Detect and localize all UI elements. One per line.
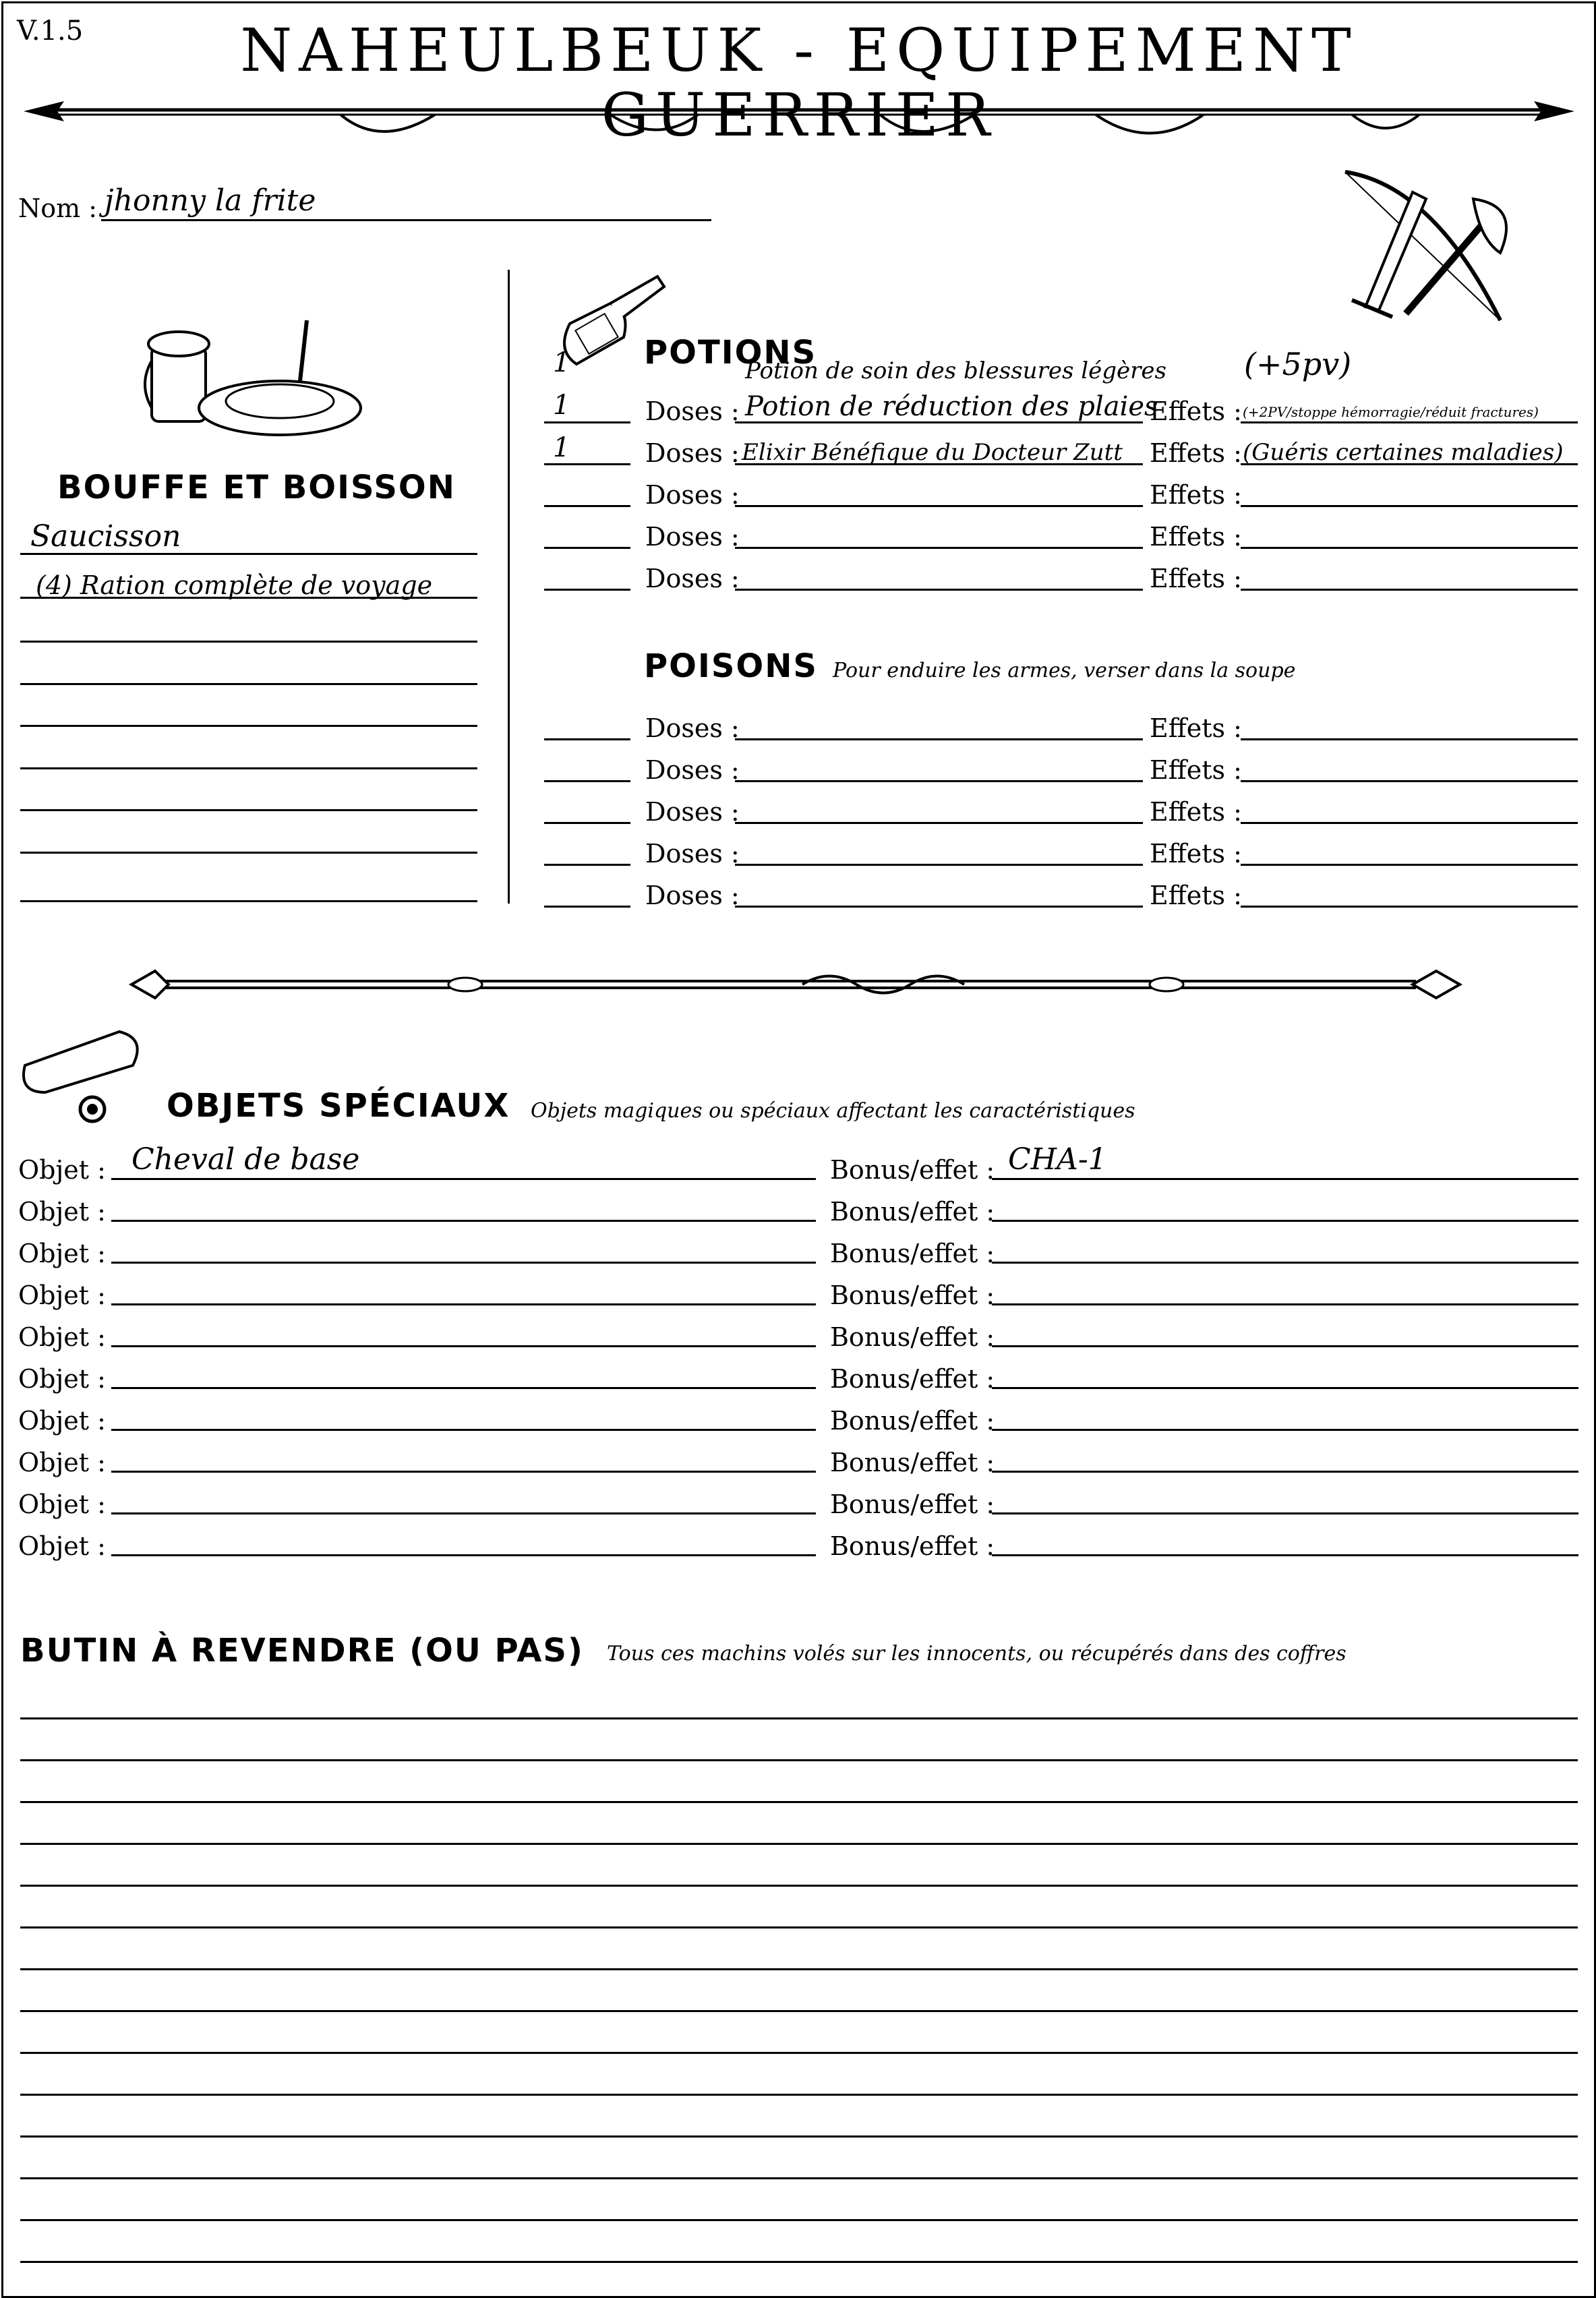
- bonus-value[interactable]: CHA-1: [1008, 1142, 1107, 1177]
- loot-line: [20, 1926, 1578, 1928]
- potion-effect-line: [1241, 463, 1578, 465]
- potion-qty[interactable]: 1: [553, 347, 570, 378]
- effects-label: Effets :: [1150, 438, 1242, 468]
- scroll-ring-icon: [18, 1025, 160, 1126]
- effects-label: Effets :: [1150, 755, 1242, 785]
- poison-name-line: [735, 906, 1143, 908]
- object-label: Objet :: [18, 1197, 106, 1227]
- potion-qty-line: [544, 463, 630, 465]
- doses-label: Doses :: [645, 713, 740, 743]
- bonus-line: [992, 1220, 1578, 1222]
- bonus-label: Bonus/effet :: [830, 1322, 995, 1352]
- poison-effect-line: [1241, 822, 1578, 824]
- loot-line: [20, 1717, 1578, 1719]
- object-label: Objet :: [18, 1364, 106, 1394]
- loot-subtitle: Tous ces machins volés sur les innocents, ou récupérés dans des coffres: [607, 1642, 1347, 1666]
- effects-label: Effets :: [1150, 839, 1242, 868]
- loot-line: [20, 2177, 1578, 2179]
- potion-qty-line: [544, 547, 630, 549]
- food-item-1[interactable]: Saucisson: [30, 519, 181, 554]
- object-line: [111, 1554, 816, 1556]
- loot-line: [20, 2010, 1578, 2012]
- potion-name[interactable]: Elixir Bénéfique du Docteur Zutt: [742, 439, 1123, 466]
- food-line: [20, 852, 477, 854]
- bonus-label: Bonus/effet :: [830, 1406, 995, 1436]
- effects-label: Effets :: [1150, 713, 1242, 743]
- object-label: Objet :: [18, 1239, 106, 1268]
- poison-qty-line: [544, 738, 630, 740]
- effects-label: Effets :: [1150, 564, 1242, 593]
- effects-label: Effets :: [1150, 396, 1242, 426]
- poison-qty-line: [544, 822, 630, 824]
- poison-qty-line: [544, 780, 630, 782]
- potion-name-line: [735, 589, 1143, 591]
- doses-label: Doses :: [645, 396, 740, 426]
- bonus-label: Bonus/effet :: [830, 1197, 995, 1227]
- bonus-line: [992, 1429, 1578, 1431]
- loot-line: [20, 1801, 1578, 1803]
- object-label: Objet :: [18, 1531, 106, 1561]
- food-line: [20, 597, 477, 599]
- version-label: V.1.5: [17, 16, 84, 47]
- doses-label: Doses :: [645, 522, 740, 552]
- poison-qty-line: [544, 864, 630, 866]
- food-line: [20, 900, 477, 902]
- poisons-title: POISONS: [644, 647, 818, 685]
- bonus-label: Bonus/effet :: [830, 1280, 995, 1310]
- poison-effect-line: [1241, 780, 1578, 782]
- potion-name-line: [735, 505, 1143, 507]
- poison-effect-line: [1241, 864, 1578, 866]
- object-label: Objet :: [18, 1280, 106, 1310]
- doses-label: Doses :: [645, 480, 740, 510]
- poisons-subtitle: Pour enduire les armes, verser dans la soupe: [833, 659, 1296, 682]
- potion-name-line: [735, 547, 1143, 549]
- bonus-label: Bonus/effet :: [830, 1239, 995, 1268]
- poison-name-line: [735, 822, 1143, 824]
- effects-label: Effets :: [1150, 881, 1242, 910]
- bonus-line: [992, 1554, 1578, 1556]
- potion-name-line: [735, 463, 1143, 465]
- food-line: [20, 767, 477, 769]
- doses-label: Doses :: [645, 564, 740, 593]
- food-line: [20, 809, 477, 811]
- bonus-label: Bonus/effet :: [830, 1155, 995, 1185]
- bonus-line: [992, 1303, 1578, 1305]
- poison-effect-line: [1241, 906, 1578, 908]
- potion-effect[interactable]: (+2PV/stoppe hémorragie/réduit fractures): [1243, 404, 1539, 420]
- object-line: [111, 1471, 816, 1473]
- object-line: [111, 1345, 816, 1347]
- object-line: [111, 1262, 816, 1264]
- bonus-label: Bonus/effet :: [830, 1448, 995, 1477]
- doses-label: Doses :: [645, 438, 740, 468]
- potion-effect[interactable]: (+5pv): [1244, 346, 1352, 382]
- spear-divider-icon: [17, 88, 1581, 148]
- loot-line: [20, 1968, 1578, 1970]
- object-line: [111, 1178, 816, 1180]
- bonus-line: [992, 1471, 1578, 1473]
- special-subtitle: Objets magiques ou spéciaux affectant les caractéristiques: [531, 1099, 1135, 1123]
- potion-effect[interactable]: (Guéris certaines maladies): [1243, 439, 1564, 466]
- potion-qty[interactable]: 1: [553, 432, 570, 463]
- bonus-line: [992, 1387, 1578, 1389]
- name-field-line: [101, 219, 711, 221]
- bonus-line: [992, 1345, 1578, 1347]
- food-line: [20, 683, 477, 685]
- potion-name[interactable]: Potion de réduction des plaies: [745, 391, 1158, 422]
- name-label: Nom :: [18, 194, 98, 223]
- potion-qty[interactable]: 1: [553, 390, 570, 421]
- object-value[interactable]: Cheval de base: [131, 1142, 360, 1177]
- object-line: [111, 1512, 816, 1514]
- effects-label: Effets :: [1150, 797, 1242, 827]
- food-line: [20, 725, 477, 727]
- page-title: NAHEULBEUK - EQUIPEMENT GUERRIER: [240, 16, 1358, 150]
- poison-effect-line: [1241, 738, 1578, 740]
- loot-line: [20, 1885, 1578, 1887]
- effects-label: Effets :: [1150, 480, 1242, 510]
- food-line: [20, 553, 477, 555]
- doses-label: Doses :: [645, 755, 740, 785]
- food-title: BOUFFE ET BOISSON: [57, 469, 456, 506]
- potion-name-line: [735, 421, 1143, 423]
- loot-line: [20, 2094, 1578, 2096]
- special-title: OBJETS SPÉCIAUX: [167, 1087, 510, 1125]
- object-line: [111, 1387, 816, 1389]
- doses-label: Doses :: [645, 839, 740, 868]
- loot-line: [20, 2052, 1578, 2054]
- object-label: Objet :: [18, 1322, 106, 1352]
- poison-name-line: [735, 864, 1143, 866]
- loot-line: [20, 2219, 1578, 2221]
- potion-name[interactable]: Potion de soin des blessures légères: [745, 357, 1166, 384]
- bonus-label: Bonus/effet :: [830, 1531, 995, 1561]
- bonus-label: Bonus/effet :: [830, 1364, 995, 1394]
- equipment-sheet: [1, 1, 1596, 2298]
- potions-title: POTIONS: [644, 334, 817, 372]
- crossed-weapons-icon: [1325, 158, 1541, 341]
- object-label: Objet :: [18, 1155, 106, 1185]
- object-label: Objet :: [18, 1448, 106, 1477]
- bonus-line: [992, 1262, 1578, 1264]
- column-divider: [508, 270, 510, 904]
- object-line: [111, 1220, 816, 1222]
- effects-label: Effets :: [1150, 522, 1242, 552]
- potion-qty-line: [544, 589, 630, 591]
- potion-effect-line: [1241, 505, 1578, 507]
- potion-qty-line: [544, 505, 630, 507]
- bonus-line: [992, 1512, 1578, 1514]
- object-label: Objet :: [18, 1406, 106, 1436]
- doses-label: Doses :: [645, 881, 740, 910]
- bonus-line: [992, 1178, 1578, 1180]
- potion-effect-line: [1241, 421, 1578, 423]
- potion-effect-line: [1241, 547, 1578, 549]
- doses-label: Doses :: [645, 797, 740, 827]
- object-label: Objet :: [18, 1490, 106, 1519]
- poison-name-line: [735, 780, 1143, 782]
- loot-title: BUTIN À REVENDRE (OU PAS): [20, 1632, 584, 1670]
- food-tankard-icon: [138, 307, 367, 442]
- poison-qty-line: [544, 906, 630, 908]
- staff-divider-icon: [128, 961, 1467, 1008]
- potion-qty-line: [544, 421, 630, 423]
- food-line: [20, 641, 477, 643]
- loot-line: [20, 1843, 1578, 1845]
- loot-line: [20, 1759, 1578, 1761]
- loot-line: [20, 2261, 1578, 2263]
- name-value[interactable]: jhonny la frite: [105, 183, 316, 218]
- loot-line: [20, 2135, 1578, 2138]
- object-line: [111, 1303, 816, 1305]
- bonus-label: Bonus/effet :: [830, 1490, 995, 1519]
- potion-effect-line: [1241, 589, 1578, 591]
- food-item-2[interactable]: (4) Ration complète de voyage: [36, 570, 433, 600]
- poison-name-line: [735, 738, 1143, 740]
- object-line: [111, 1429, 816, 1431]
